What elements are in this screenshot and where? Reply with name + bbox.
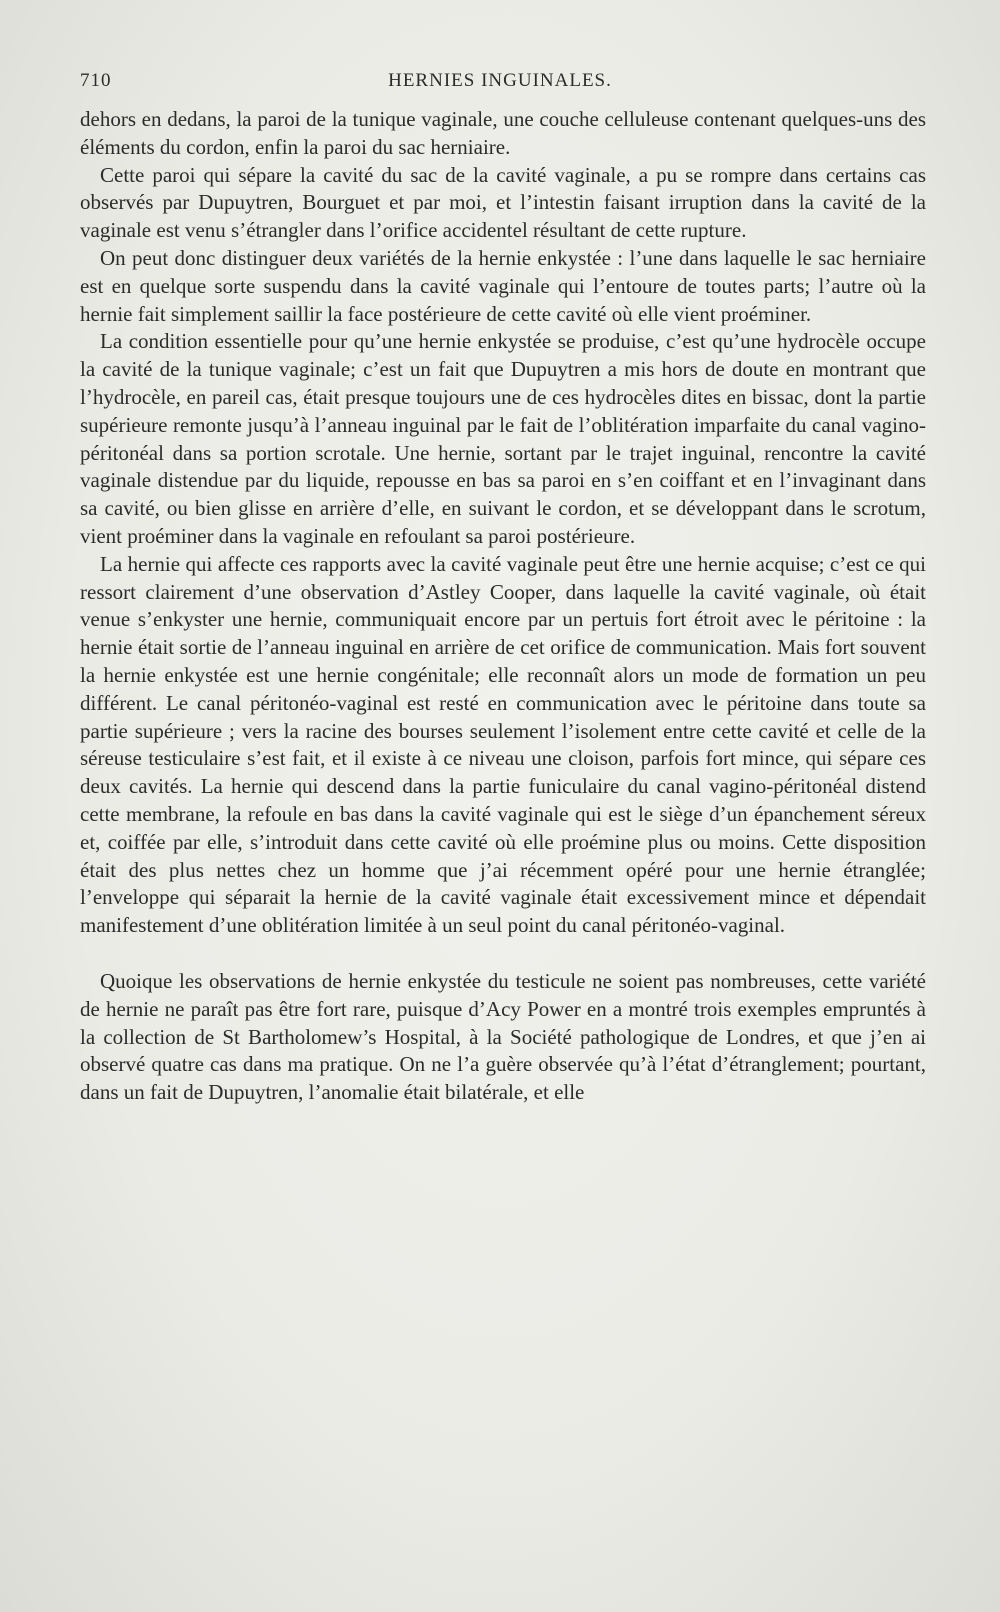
section-gap xyxy=(80,940,926,968)
running-title: HERNIES INGUINALES. xyxy=(388,70,612,91)
paragraph: dehors en dedans, la paroi de la tunique vaginale, une couche celluleuse contenant quelques-uns des éléments du cordon, enfin la paroi du sac herniaire. xyxy=(80,107,926,159)
paragraph: La condition essentielle pour qu’une hernie enkystée se produise, c’est qu’une hydrocèle occupe la cavité de la tunique vaginale; c’est un fait que Dupuytren a mis hors de doute en montrant que l’hydrocèle, en pareil cas, était presque toujours une de ces hydrocèles dites en bissac, dont la partie supérieure remonte jusqu’à l’anneau inguinal par le fait de l’oblitération imparfaite du canal vagino-péritonéal dans sa portion scrotale. Une hernie, sortant par le trajet inguinal, rencontre la cavité vaginale distendue par du liquide, repousse en bas sa paroi en s’en coiffant et en l’invaginant dans sa cavité, ou bien glisse en arrière d’elle, en suivant le cordon, et se développant dans le scrotum, vient proéminer dans la vaginale en refoulant sa paroi postérieure. xyxy=(80,329,926,548)
page-header xyxy=(80,70,920,100)
paragraph: Cette paroi qui sépare la cavité du sac de la cavité vaginale, a pu se rompre dans certains cas observés par Dupuytren, Bourguet et par moi, et l’intestin faisant irruption dans la cavité de la vaginale est venu s’étrangler dans l’orifice accidentel résultant de cette rupture. xyxy=(80,162,926,243)
paragraph: On peut donc distinguer deux variétés de la hernie enkystée : l’une dans laquelle le sac herniaire est en quelque sorte suspendu dans la cavité vaginale qui l’entoure de toutes parts; l’autre où la hernie fait simplement saillir la face postérieure de cette cavité où elle vient proéminer. xyxy=(80,245,926,326)
body-text xyxy=(80,106,926,1107)
paragraph: Quoique les observations de hernie enkystée du testicule ne soient pas nombreuses, cette variété de hernie ne paraît pas être fort rare, puisque d’Acy Power en a montré trois exemples empruntés à la collection de St Bartholomew’s Hospital, à la Société pathologique de Londres, et que j’en ai observé quatre cas dans ma pratique. On ne l’a guère observée qu’à l’état d’étranglement; pourtant, dans un fait de Dupuytren, l’anomalie était bilatérale, et elle xyxy=(80,968,926,1105)
paragraph: La hernie qui affecte ces rapports avec la cavité vaginale peut être une hernie acquise; c’est ce qui ressort clairement d’une observation d’Astley Cooper, dans laquelle la cavité vaginale, où était venue s’enkyster une hernie, communiquait encore par un pertuis fort étroit avec le péritoine : la hernie était sortie de l’anneau inguinal en arrière de cet orifice de communication. Mais fort souvent la hernie enkystée est une hernie congénitale; elle reconnaît alors un mode de formation un peu différent. Le canal péritonéo-vaginal est resté en communication avec le péritoine dans toute sa partie supérieure ; vers la racine des bourses seulement l’isolement entre cette cavité et celle de la séreuse testiculaire s’est fait, et il existe à ce niveau une cloison, parfois fort mince, qui sépare ces deux cavités. La hernie qui descend dans la partie funiculaire du canal vagino-péritonéal distend cette membrane, la refoule en bas dans la cavité vaginale qui est le siège d’un épanchement séreux et, coiffée par elle, s’introduit dans cette cavité où elle proémine plus ou moins. Cette disposition était des plus nettes chez un homme que j’ai récemment opéré pour une hernie étranglée; l’enveloppe qui séparait la hernie de la cavité vaginale était excessivement mince et dépendait manifestement d’une oblitération limitée à un seul point du canal péritonéo-vaginal. xyxy=(80,551,926,938)
page-number: 710 xyxy=(80,70,112,91)
